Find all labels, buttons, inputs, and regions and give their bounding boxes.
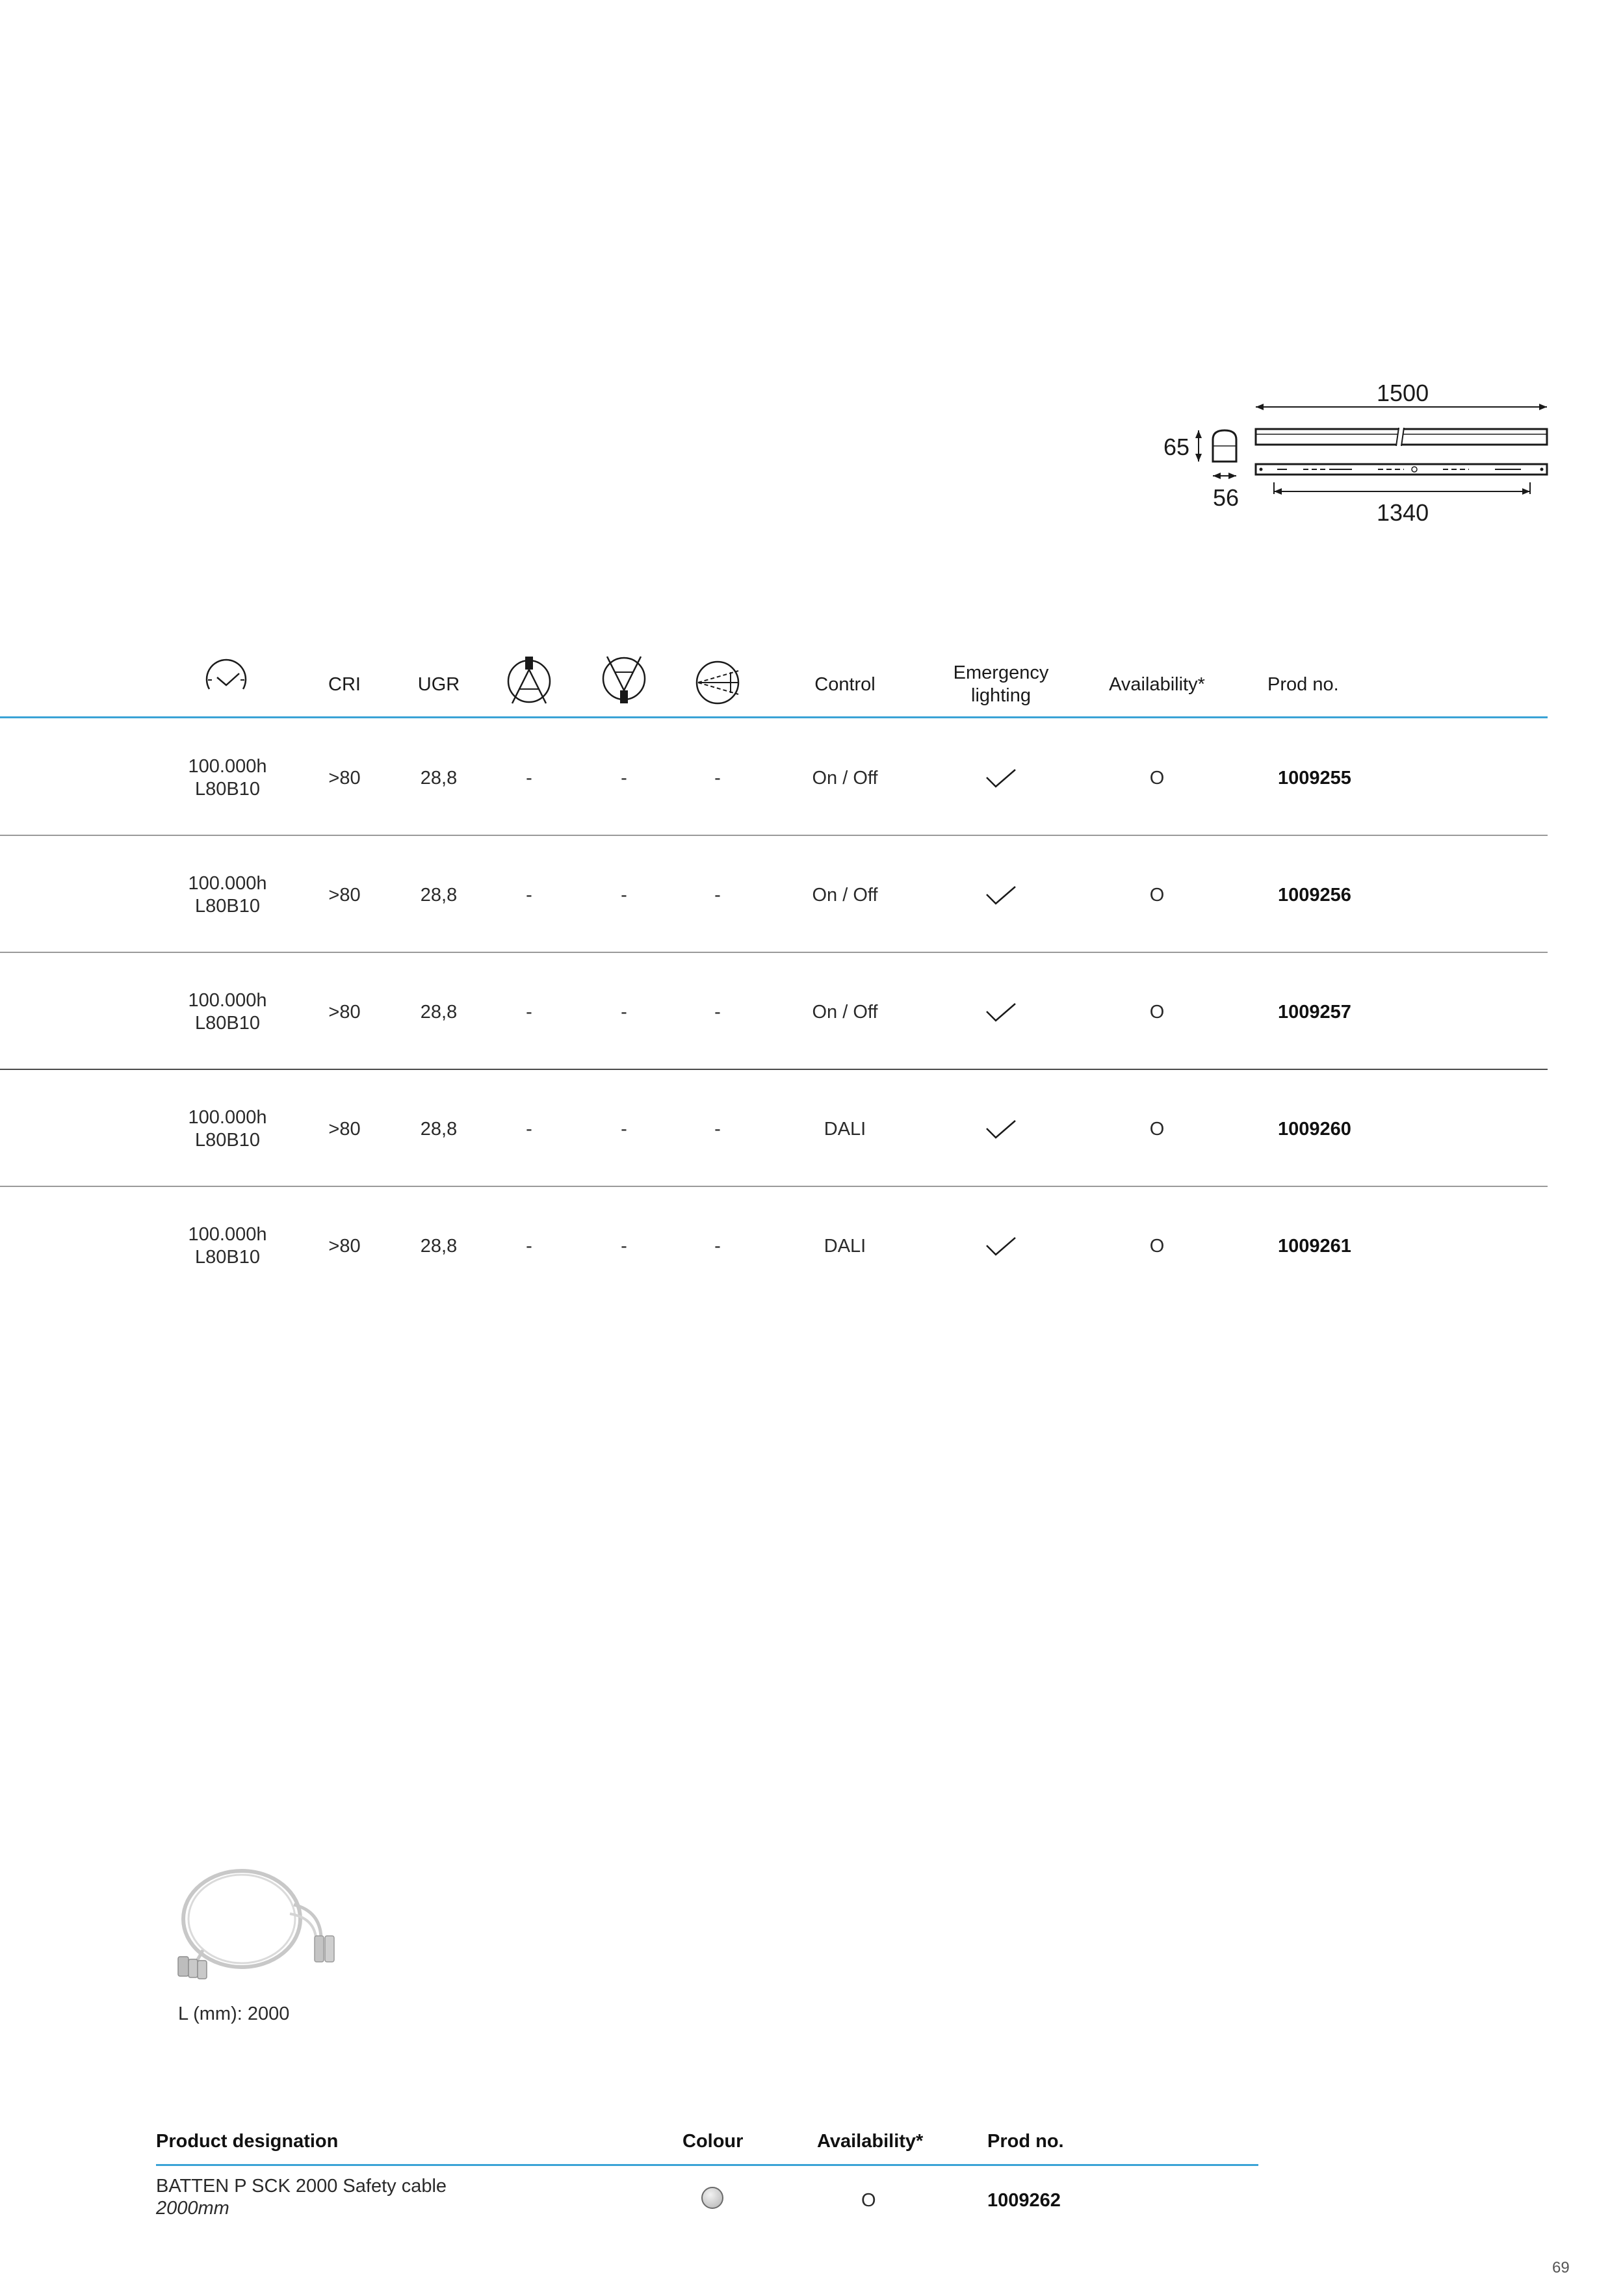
beam2-cell: - <box>621 885 627 906</box>
lifetime-cell <box>162 1223 292 1269</box>
row-divider <box>0 835 1548 836</box>
lifetime-rating: L80B10 <box>195 779 260 800</box>
cri-cell: >80 <box>328 1002 361 1023</box>
lifetime-cell <box>162 755 292 801</box>
colour-swatch-icon <box>700 2185 725 2213</box>
safety-cable-image <box>170 1859 346 1992</box>
header-prod-no: Prod no. <box>1267 674 1339 695</box>
lifetime-hours: 100.000h <box>188 1224 267 1245</box>
header-emergency-line1: Emergency <box>953 662 1049 683</box>
beam2-cell: - <box>621 768 627 789</box>
ugr-cell: 28,8 <box>420 1236 458 1257</box>
lifetime-rating: L80B10 <box>195 1130 260 1151</box>
beam3-cell: - <box>714 885 721 906</box>
beam3-cell: - <box>714 1002 721 1023</box>
header-rule <box>0 716 1548 718</box>
beam1-cell: - <box>526 1119 532 1140</box>
prod-no-cell: 1009261 <box>1278 1236 1351 1257</box>
prod-no-cell: 1009257 <box>1278 1002 1351 1023</box>
header-ugr: UGR <box>417 674 460 695</box>
beam1-cell: - <box>526 768 532 789</box>
availability-cell: O <box>1149 1119 1165 1140</box>
row-divider <box>0 952 1548 953</box>
availability-cell: O <box>1149 1236 1165 1257</box>
cri-cell: >80 <box>328 1236 361 1257</box>
lifetime-cell <box>162 872 292 918</box>
control-cell: On / Off <box>812 768 878 789</box>
availability-cell: O <box>1149 1002 1165 1023</box>
lifetime-rating: L80B10 <box>195 1247 260 1268</box>
accessory-prod-no: 1009262 <box>987 2190 1061 2211</box>
beam1-cell: - <box>526 1002 532 1023</box>
page-number: 69 <box>1552 2259 1570 2276</box>
dimension-height: 65 <box>1163 434 1190 460</box>
header-accessory-prod-no: Prod no. <box>987 2131 1064 2152</box>
control-cell: DALI <box>824 1236 866 1257</box>
cri-cell: >80 <box>328 768 361 789</box>
prod-no-cell: 1009260 <box>1278 1119 1351 1140</box>
dimension-length-total: 1500 <box>1377 380 1429 406</box>
row-divider-section <box>0 1069 1548 1070</box>
header-control: Control <box>814 674 876 695</box>
cri-cell: >80 <box>328 885 361 906</box>
beam2-cell: - <box>621 1119 627 1140</box>
check-icon <box>985 1001 1017 1023</box>
ugr-cell: 28,8 <box>420 768 458 789</box>
beam3-cell: - <box>714 1119 721 1140</box>
prod-no-cell: 1009256 <box>1278 885 1351 906</box>
lifetime-hours: 100.000h <box>188 873 267 894</box>
control-cell: DALI <box>824 1119 866 1140</box>
header-colour: Colour <box>682 2131 744 2152</box>
cable-length-label: L (mm): 2000 <box>178 2003 290 2024</box>
beam2-cell: - <box>621 1002 627 1023</box>
downlight-beam-icon <box>504 655 554 708</box>
accessory-availability: O <box>861 2190 876 2211</box>
ugr-cell: 28,8 <box>420 885 458 906</box>
ugr-cell: 28,8 <box>420 1119 458 1140</box>
clock-icon <box>201 657 251 703</box>
beam3-cell: - <box>714 1236 721 1257</box>
check-icon <box>985 767 1017 789</box>
beam2-cell: - <box>621 1236 627 1257</box>
lifetime-hours: 100.000h <box>188 1107 267 1128</box>
uplight-beam-icon <box>599 655 649 708</box>
dimension-length-mount: 1340 <box>1377 499 1429 526</box>
header-product-designation: Product designation <box>156 2131 339 2152</box>
check-icon <box>985 1118 1017 1140</box>
header-emergency <box>929 662 1072 707</box>
prod-no-cell: 1009255 <box>1278 768 1351 789</box>
beam1-cell: - <box>526 1236 532 1257</box>
beam3-cell: - <box>714 768 721 789</box>
lifetime-rating: L80B10 <box>195 896 260 917</box>
row-divider <box>0 1186 1548 1187</box>
availability-cell: O <box>1149 768 1165 789</box>
dimension-width: 56 <box>1213 484 1240 511</box>
control-cell: On / Off <box>812 1002 878 1023</box>
side-beam-icon <box>693 659 742 708</box>
accessory-subtitle: 2000mm <box>156 2198 229 2219</box>
accessory-header-rule <box>156 2164 1258 2166</box>
lifetime-cell <box>162 1106 292 1152</box>
availability-cell: O <box>1149 885 1165 906</box>
lifetime-rating: L80B10 <box>195 1013 260 1034</box>
ugr-cell: 28,8 <box>420 1002 458 1023</box>
check-icon <box>985 884 1017 906</box>
header-cri: CRI <box>328 674 361 695</box>
lifetime-hours: 100.000h <box>188 756 267 777</box>
accessory-name: BATTEN P SCK 2000 Safety cable <box>156 2176 447 2197</box>
lifetime-hours: 100.000h <box>188 990 267 1011</box>
control-cell: On / Off <box>812 885 878 906</box>
header-emergency-line2: lighting <box>971 685 1031 706</box>
check-icon <box>985 1235 1017 1257</box>
header-availability: Availability* <box>1109 674 1205 695</box>
lifetime-cell <box>162 989 292 1035</box>
header-accessory-availability: Availability* <box>817 2131 924 2152</box>
cri-cell: >80 <box>328 1119 361 1140</box>
beam1-cell: - <box>526 885 532 906</box>
